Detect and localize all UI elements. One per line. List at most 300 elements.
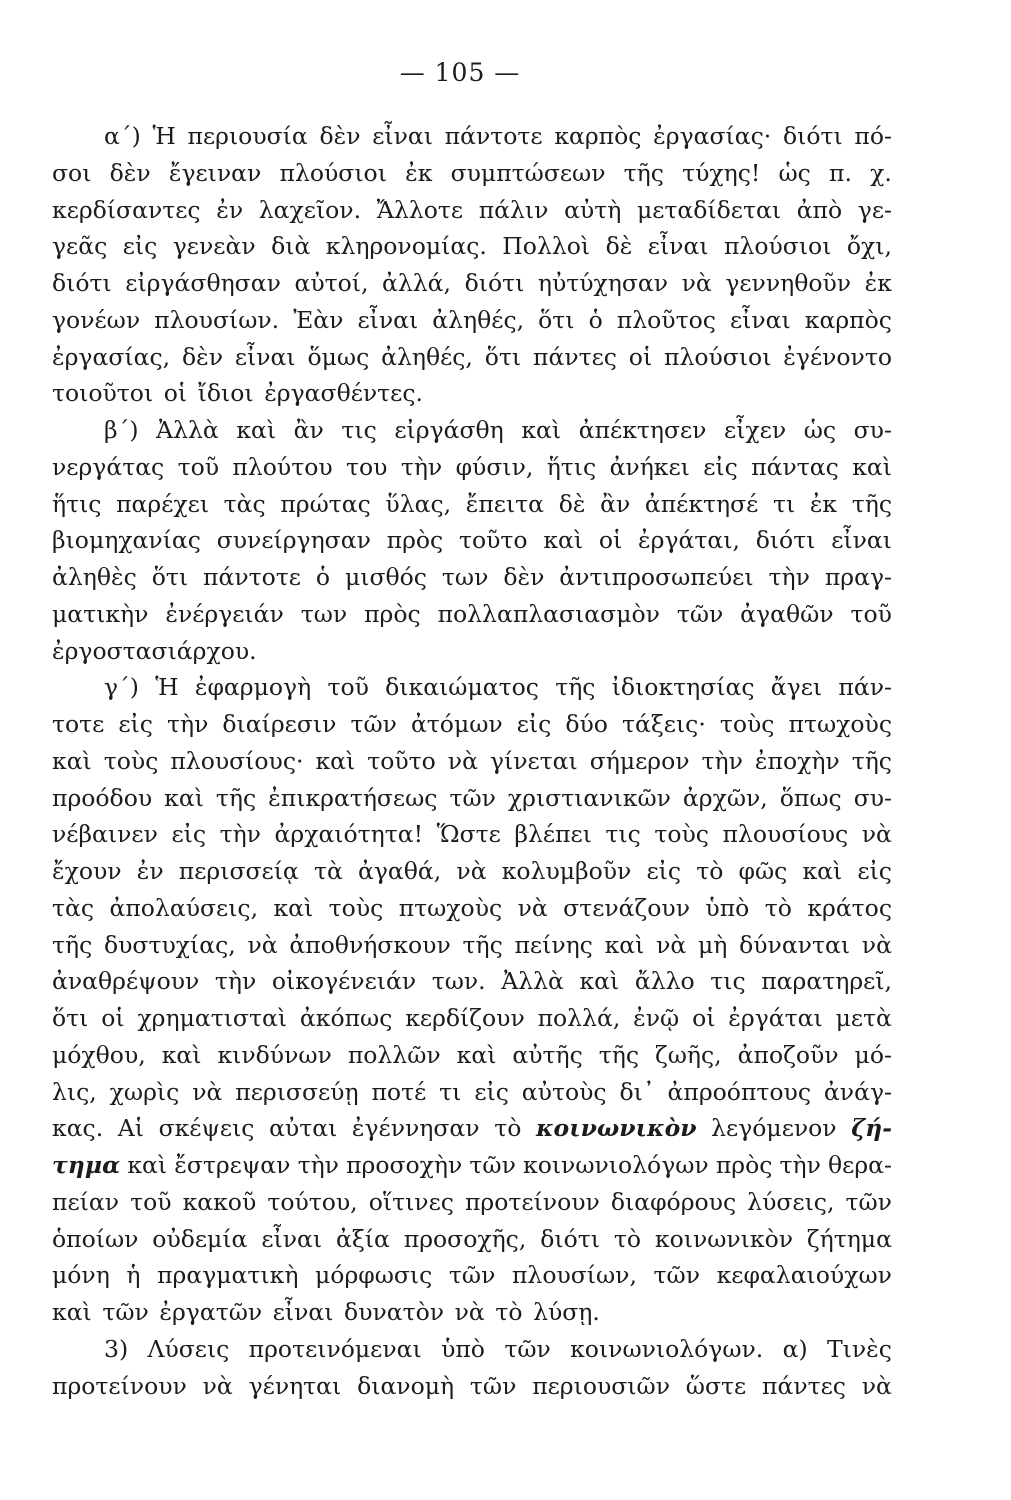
word: κινδύνων (217, 1040, 332, 1069)
word: ἔγειναν (168, 158, 262, 187)
word: τὸ (495, 1298, 523, 1326)
word: περιουσία (187, 122, 308, 150)
word: ἰδιοκτησίας (611, 673, 755, 702)
word: καὶ (127, 1151, 168, 1179)
word: ἐνέργειάν (165, 599, 284, 628)
text-line (52, 1147, 892, 1184)
word: ὡς (803, 416, 837, 444)
word: οἱ (101, 1004, 125, 1032)
word: διαίρεσιν (222, 710, 337, 738)
word: πραγματικὴ (157, 1261, 299, 1290)
word: ἐνῷ (633, 1004, 680, 1032)
word: πάντοτε (444, 122, 543, 150)
word: ἐποχὴν (754, 746, 840, 775)
text-line (52, 1184, 892, 1221)
word: διότι (755, 526, 816, 555)
word: χ. (870, 158, 892, 187)
word: θερα- (828, 1151, 892, 1179)
word: καὶ (543, 526, 584, 555)
word: τῶν (102, 1298, 149, 1326)
word: ὁ (315, 563, 331, 591)
word: χωρὶς (109, 1077, 180, 1106)
word: προτείνουν (464, 1187, 600, 1216)
word: παρέχει (116, 489, 210, 518)
word: πάντες (762, 1371, 846, 1400)
word: ἐν (216, 195, 244, 224)
word: τῶν (449, 783, 496, 812)
word: διὰ (271, 232, 311, 261)
text-line (52, 1221, 892, 1258)
word: γένηται (248, 1371, 342, 1400)
word: τῶν (469, 1371, 517, 1400)
text-line (52, 192, 892, 229)
text-line (52, 339, 892, 376)
word: τοῦ (130, 1187, 172, 1216)
word: μό- (854, 1040, 892, 1069)
text-line (52, 522, 892, 559)
word: ἀρχαιότητα! (274, 820, 424, 849)
word: προτείνουν (52, 1371, 187, 1400)
word: νέβαινεν (52, 820, 158, 849)
word: πλούσιοι (279, 158, 387, 187)
word: συ- (853, 783, 892, 812)
text-line (52, 412, 892, 449)
text-line (52, 1368, 892, 1405)
word: καὶ (315, 746, 356, 775)
word: τοῦ (327, 673, 369, 702)
text-line (52, 780, 892, 817)
word: εἰργάσθη (394, 416, 504, 444)
word: καὶ (52, 746, 92, 775)
word: Ἄλλοτε (376, 195, 464, 224)
word: μισθός (344, 563, 427, 591)
word: γονέων (52, 305, 141, 334)
word: ἐπικρατήσεως (268, 783, 438, 812)
word: πλοῦτος (616, 305, 716, 334)
text-line (52, 927, 892, 964)
word: γε- (857, 195, 892, 224)
word: τὰς (52, 893, 95, 922)
word: μόχθου, (52, 1040, 146, 1069)
word: Ἡ (155, 673, 179, 702)
text-line (52, 1074, 892, 1111)
text-line (52, 302, 892, 339)
word: τὴν (219, 820, 261, 849)
word: ἀποθνήσκουν (289, 930, 451, 959)
word: Ἡ (152, 122, 176, 150)
word: κολυμβοῦν (501, 857, 632, 885)
word: πτωχοὺς (398, 893, 503, 922)
word: ἀξία (335, 1224, 390, 1253)
word: τὰς (223, 489, 266, 518)
word: νὰ (861, 820, 892, 849)
word: τι (772, 489, 796, 518)
word: δύνανται (739, 930, 851, 959)
word: τῆς (555, 673, 596, 702)
word: εἶναι (831, 526, 892, 555)
word: νὰ (202, 1371, 233, 1400)
word: τοῦτο (458, 526, 528, 555)
word: ὑπὸ (441, 1334, 485, 1363)
word: πάλιν (478, 195, 549, 224)
word: τὸ (613, 1224, 641, 1253)
word: Ἀλλὰ (156, 416, 219, 444)
word: νὰ (247, 930, 278, 959)
word: κοινωνικὸν (654, 1224, 794, 1253)
word: τύχης! (682, 158, 761, 187)
word: πρὸς (715, 1151, 773, 1179)
text-line (52, 669, 892, 706)
word: τῆς (851, 489, 892, 518)
word: νὰ (192, 1077, 223, 1106)
word: ματικὴν (52, 599, 149, 628)
word: εἶναι (647, 232, 709, 261)
word: οἱ (692, 1004, 716, 1032)
word: νὰ (454, 1298, 485, 1326)
word: διανομὴ (357, 1371, 455, 1400)
word: α΄) (104, 122, 141, 150)
word: αὐτῆς (512, 1040, 583, 1069)
word: ἄλλο (634, 967, 695, 996)
word: ἐργατῶν (159, 1298, 263, 1326)
word: ὅτι (538, 305, 575, 334)
word: ἐκ (864, 269, 892, 297)
word: τὸ (494, 1114, 522, 1143)
word: καὶ (161, 1040, 202, 1069)
word: ἐργάται (728, 1004, 823, 1032)
word: καὶ (236, 416, 277, 444)
word: πείαν (52, 1187, 119, 1216)
word: τις (341, 416, 377, 444)
word: εἰργάσθησαν (125, 269, 281, 297)
word: διότι (464, 269, 525, 297)
word: βλέπει (514, 820, 592, 849)
word: πρὸς (386, 526, 444, 555)
word: κληρονομίας. (325, 232, 487, 261)
word: πάν- (838, 673, 892, 702)
word: των. (431, 967, 486, 996)
word: ἐργασθέντες. (264, 379, 423, 408)
word: τῆς (598, 1040, 640, 1069)
word: εἶναι (272, 1298, 334, 1326)
word: ἀπέκτησέ (644, 489, 759, 518)
word: Αἱ (117, 1114, 144, 1143)
word: ἐκ (405, 158, 433, 187)
text-line (52, 559, 892, 596)
word: καὶ (521, 416, 562, 444)
word: κερδίζουν (405, 1004, 525, 1032)
word: ἴδιοι (197, 379, 254, 408)
word: Λύσεις (147, 1334, 230, 1363)
word: ἔπειτα (465, 489, 545, 518)
word: ὑπὸ (705, 893, 750, 922)
word: τούτου, (267, 1187, 358, 1216)
word: του (346, 452, 388, 481)
word: τάξεις· (621, 710, 706, 738)
word: εἰς (857, 857, 892, 885)
word: διότι (52, 269, 112, 297)
word: νὰ (861, 1371, 892, 1400)
word: τοτε (52, 710, 105, 738)
word: ἀπέκτησεν (578, 416, 707, 444)
word: τὴν (214, 967, 257, 996)
word: ἀλλά, (382, 269, 452, 297)
word: διαφόρους (610, 1187, 737, 1216)
word: ἀγαθά, (357, 857, 442, 885)
word: πρὸς (364, 599, 421, 628)
word: εἰς (646, 857, 682, 885)
word: πολλῶν (347, 1040, 441, 1069)
text-line (52, 1257, 892, 1294)
word: τὴν (768, 563, 810, 591)
word: εἶχεν (724, 416, 787, 444)
word: καὶ (164, 783, 204, 812)
word: ζήτημα (806, 1224, 892, 1253)
word: ἐργασίας· (653, 122, 772, 150)
word: μόρφωσις (315, 1261, 433, 1290)
word: π. (829, 158, 852, 187)
word: συνείργησαν (216, 526, 371, 555)
word: ὁ (588, 305, 603, 334)
word: ἀρχῶν, (682, 783, 768, 812)
word: τοιοῦτοι (52, 379, 154, 408)
word: κράτος (807, 893, 892, 922)
word: λαχεῖον. (258, 195, 362, 224)
word: τῆς (215, 783, 257, 812)
text-line (52, 155, 892, 192)
word: εἰς (474, 1077, 509, 1106)
word: καὶ (852, 452, 892, 481)
word: Ἀλλὰ (501, 967, 564, 996)
word: τοῦ (177, 452, 220, 481)
word: κακοῦ (182, 1187, 257, 1216)
word: πολλά, (537, 1004, 621, 1032)
word: τημα (52, 1151, 121, 1179)
word: μεταδίδεται (636, 195, 782, 224)
word: παρατηρεῖ, (761, 967, 892, 996)
word: τῶν (653, 1261, 700, 1290)
word: καρπὸς (804, 305, 892, 334)
word: δὲν (181, 342, 224, 371)
page-number: — 105 — (399, 58, 521, 87)
word: κοινωνιολόγων (523, 1151, 709, 1179)
text-line (52, 1331, 892, 1368)
word: ἀπὸ (796, 195, 843, 224)
word: τοὺς (654, 820, 709, 849)
word: ἀγαθῶν (740, 599, 834, 628)
word: συ- (853, 416, 892, 444)
text-line (52, 228, 892, 265)
word: ὅπως (779, 783, 842, 812)
word: τοὺς (328, 893, 384, 922)
text-line (52, 1110, 892, 1147)
word: ἀπροόπτους (667, 1077, 811, 1106)
word: οἱ (628, 342, 653, 371)
word: εἰς (122, 232, 158, 261)
word: ἐφαρμογὴ (194, 673, 312, 702)
word: ἀπολαύσεις, (109, 893, 259, 922)
word: ὡς (778, 158, 811, 187)
text-line (52, 1037, 892, 1074)
word: καὶ (579, 967, 620, 996)
word: γίνεται (489, 746, 578, 775)
word: ἥτις (546, 452, 597, 481)
word: ἔχουν (52, 857, 122, 885)
word: καὶ (802, 857, 843, 885)
word: τοῦτο (367, 746, 436, 775)
word: ὁποίων (52, 1224, 139, 1253)
word: ζωῆς, (655, 1040, 722, 1069)
word: β΄) (104, 416, 139, 444)
text-line (52, 375, 892, 412)
word: ἐγέννησαν (351, 1114, 480, 1143)
word: ηὐτύχησαν (537, 269, 669, 297)
word: ἥτις (52, 489, 102, 518)
word: τὴν (166, 710, 209, 738)
word: καρπὸς (554, 122, 642, 150)
word: νὰ (456, 857, 487, 885)
word: ἀληθές, (432, 305, 525, 334)
word: τῶν (676, 599, 724, 628)
body-text (52, 118, 892, 1404)
text-line (52, 853, 892, 890)
word: συμπτώσεων (450, 158, 606, 187)
word: πάντοτε (203, 563, 301, 591)
text-line (52, 890, 892, 927)
text-line (52, 118, 892, 155)
word: ἀνάγ- (823, 1077, 892, 1106)
word: ὅτι (52, 1004, 89, 1032)
word: τὸ (764, 893, 792, 922)
word: κοινωνικὸν (535, 1114, 697, 1143)
word: ἀποζοῦν (737, 1040, 839, 1069)
word: βιομηχανίας (52, 526, 201, 555)
word: φύσιν, (455, 452, 534, 481)
word: καὶ (456, 1040, 497, 1069)
word: νὰ (656, 930, 687, 959)
word: εἰς (516, 710, 552, 738)
word: ἐν (136, 857, 164, 885)
word: δὲ (558, 489, 586, 518)
word: οἵτινες (368, 1187, 454, 1216)
word: εἰς (171, 820, 207, 849)
word: νὰ (681, 269, 712, 297)
text-line (52, 633, 892, 670)
word: τὴν (400, 452, 443, 481)
word: τοὺς (103, 746, 159, 775)
word: αὐτοὺς (521, 1077, 607, 1106)
word: ἐργάται, (638, 526, 740, 555)
word: στενάζουν (563, 893, 690, 922)
word: μόνη (52, 1261, 110, 1290)
word: τῆς (623, 158, 664, 187)
word: νὰ (517, 893, 548, 922)
word: ἐκ (809, 489, 838, 518)
word: πό- (854, 122, 892, 150)
word: πτωχοὺς (788, 710, 892, 738)
text-line (52, 265, 892, 302)
word: ὅτι (484, 342, 522, 371)
word: α) (782, 1334, 808, 1363)
word: κοινωνιολόγων. (570, 1334, 764, 1363)
word: πλουσίων, (511, 1261, 637, 1290)
word: πραγ- (824, 563, 892, 591)
word: πολλαπλασιασμὸν (437, 599, 660, 628)
word: λύσῃ. (533, 1298, 600, 1326)
word: δυστυχίας, (103, 930, 236, 959)
word: Τινὲς (827, 1334, 892, 1363)
word: τῆς (851, 746, 892, 775)
text-line (52, 706, 892, 743)
word: ζή- (851, 1114, 892, 1143)
word: δὲν (319, 122, 361, 150)
word: λύσεις, (747, 1187, 835, 1216)
word: εἰς (703, 452, 738, 481)
word: μετὰ (835, 1004, 892, 1032)
word: διότι (540, 1224, 600, 1253)
word: φῶς (738, 857, 788, 885)
word: γενεὰν (172, 232, 256, 261)
word: πλουσίους· (170, 746, 304, 775)
word: οἰκογένειάν (271, 967, 417, 996)
word: μὴ (698, 930, 728, 959)
word: ἐργοστασιάρχου. (52, 636, 257, 665)
word: ἀτόμων (410, 710, 503, 738)
word: ἀντιπροσωπεύει (559, 563, 754, 591)
word: πείνης (514, 930, 593, 959)
word: Πολλοὶ (502, 232, 591, 261)
word: ὅμως (307, 342, 370, 371)
word: τὴν (701, 746, 743, 775)
word: δικαιώματος (385, 673, 539, 702)
word: ἀνήκει (609, 452, 690, 481)
word: λεγόμενον (711, 1114, 837, 1143)
word: αὐτοί, (294, 269, 369, 297)
word: εἶναι (372, 122, 433, 150)
word: πλουσίων. (154, 305, 280, 334)
word: σήμερον (589, 746, 690, 775)
word: πλούτου (232, 452, 333, 481)
word: Ἐὰν (293, 305, 344, 334)
word: εἶναι (729, 305, 791, 334)
word: καὶ (273, 893, 314, 922)
word: ἀληθές, (381, 342, 473, 371)
word: λις, (52, 1077, 97, 1106)
word: ἐργασίας, (52, 342, 171, 371)
word: οἱ (163, 379, 188, 408)
word: ἀκόπως (299, 1004, 393, 1032)
word: προσοχῆς, (403, 1224, 527, 1253)
word: αὐτὴ (564, 195, 622, 224)
word: χριστιανικῶν (507, 783, 671, 812)
word: τι (439, 1077, 462, 1106)
word: τῶν (350, 710, 397, 738)
word: εἰς (118, 710, 153, 738)
word: τῶν (504, 1334, 551, 1363)
word: τῶν (469, 1151, 516, 1179)
word: πλούσιοι (724, 232, 832, 261)
word: εἶναι (234, 342, 296, 371)
word: αὐται (269, 1114, 338, 1143)
text-line (52, 816, 892, 853)
word: δὲ (605, 232, 633, 261)
word: εἶναι (357, 305, 419, 334)
word: δι᾽ (619, 1077, 655, 1106)
word: τῶν (845, 1187, 892, 1216)
word: καὶ (52, 1298, 92, 1326)
word: γεᾶς (52, 232, 108, 261)
word: καὶ (604, 930, 645, 959)
